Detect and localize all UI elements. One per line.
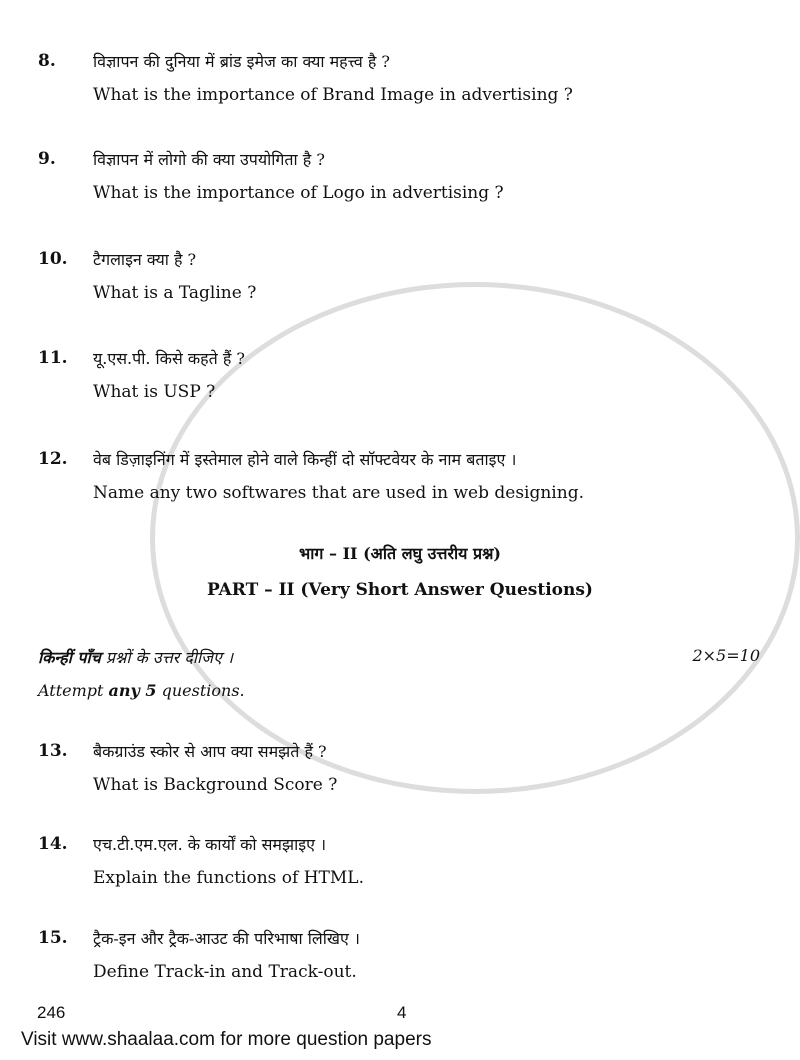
question-english: What is Background Score ? [93,775,338,795]
question-english: Name any two softwares that are used in web designing. [93,483,584,503]
question-english: What is the importance of Logo in advertising ? [93,183,504,203]
question-english: Define Track-in and Track-out. [93,962,357,982]
visit-link[interactable]: Visit www.shaalaa.com for more question papers [21,1029,432,1050]
question-hindi: यू.एस.पी. किसे कहते हैं ? [93,349,246,368]
question-hindi: टैगलाइन क्या है ? [93,250,197,269]
question-hindi: बैकग्राउंड स्कोर से आप क्या समझते हैं ? [93,742,327,761]
page-number: 4 [397,1003,407,1022]
question-number: 9. [38,149,56,169]
question-english: What is USP ? [93,382,216,402]
question-number: 14. [38,834,68,854]
question-number: 15. [38,928,68,948]
instruction-english-pre: Attempt [38,681,109,700]
question-number: 11. [38,348,68,368]
question-number: 8. [38,51,56,71]
question-english: What is the importance of Brand Image in advertising ? [93,85,573,105]
instruction-hindi [38,646,233,668]
question-english: What is a Tagline ? [93,283,257,303]
part-heading-hindi: भाग – II (अति लघु उत्तरीय प्रश्न) [299,544,501,563]
question-number: 10. [38,249,68,269]
instruction-english [38,681,245,700]
question-english: Explain the functions of HTML. [93,868,364,888]
question-hindi: ट्रैक-इन और ट्रैक-आउट की परिभाषा लिखिए । [93,929,360,948]
paper-code: 246 [37,1003,66,1022]
watermark-circle [150,282,800,794]
question-hindi: एच.टी.एम.एल. के कार्यों को समझाइए । [93,835,327,854]
question-hindi: वेब डिज़ाइनिंग में इस्तेमाल होने वाले किन्हीं दो सॉफ्टवेयर के नाम बताइए । [93,450,517,469]
instruction-english-bold: any 5 [108,681,157,700]
question-number: 12. [38,449,68,469]
instruction-english-post: questions. [156,681,245,700]
marks: 2×5=10 [692,646,760,665]
part-heading-english: PART – II (Very Short Answer Questions) [207,580,593,600]
question-hindi: विज्ञापन की दुनिया में ब्रांड इमेज का क्या महत्त्व है ? [93,52,390,71]
question-number: 13. [38,741,68,761]
instruction-hindi-rest: प्रश्नों के उत्तर दीजिए । [100,648,234,667]
instruction-hindi-bold: किन्हीं पाँच [38,648,101,667]
question-hindi: विज्ञापन में लोगो की क्या उपयोगिता है ? [93,150,325,169]
